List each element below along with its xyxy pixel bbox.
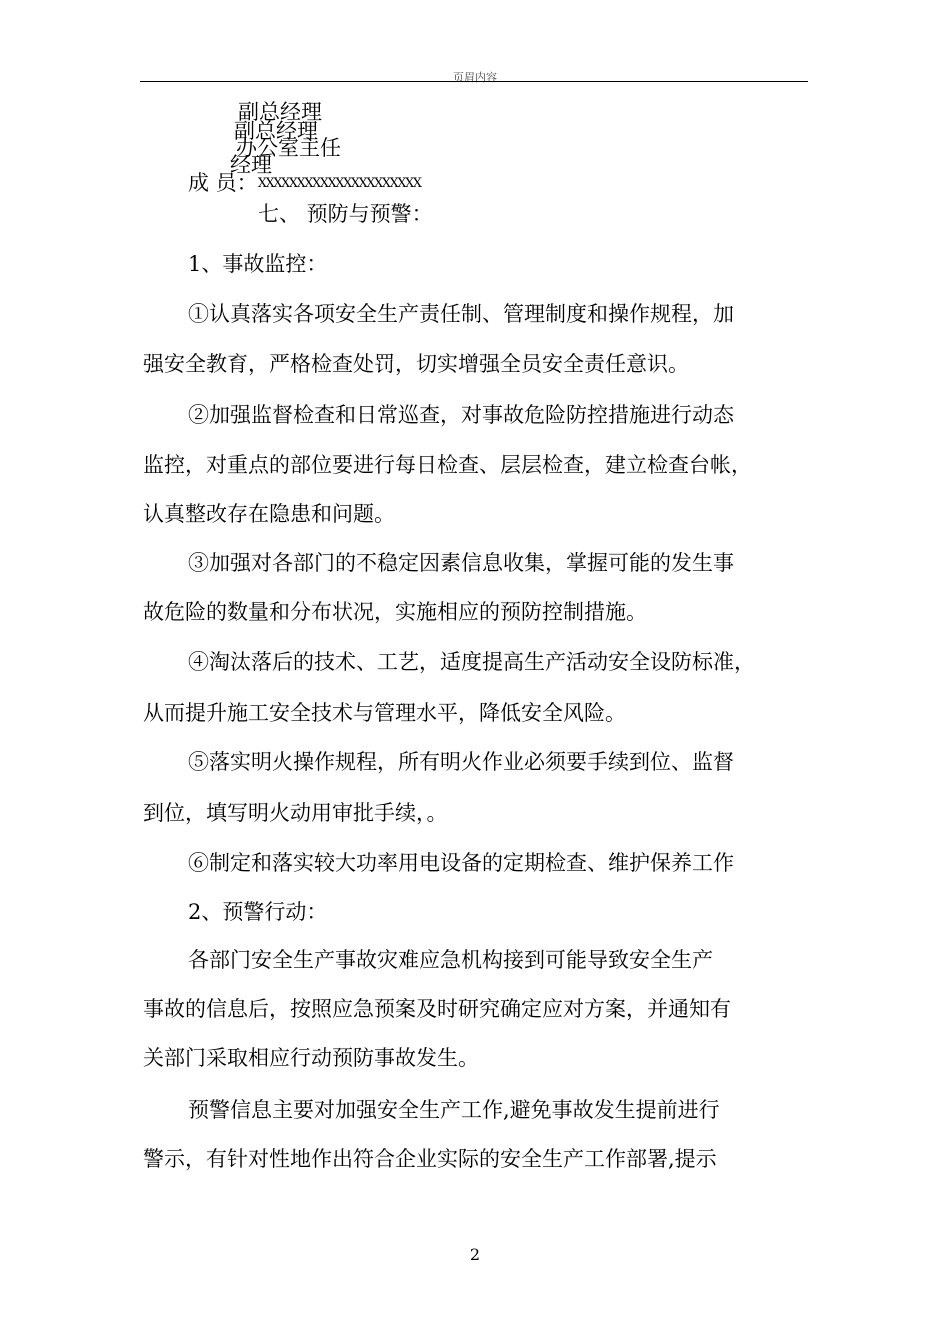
paragraph-line: ③加强对各部门的不稳定因素信息收集，掌握可能的发生事 (188, 551, 734, 575)
members-label: 成 员： (188, 171, 258, 195)
page-number: 2 (469, 1245, 481, 1264)
paragraph-line: 强安全教育，严格检查处罚，切实增强全员安全责任意识。 (143, 352, 689, 376)
page-header-text: 页眉内容 (453, 71, 497, 84)
section-heading: 七、 预防与预警： (258, 202, 433, 226)
paragraph-line: 关部门采取相应行动预防事故发生。 (143, 1046, 479, 1070)
paragraph-line: 事故的信息后，按照应急预案及时研究确定应对方案，并通知有 (143, 997, 731, 1021)
members-value: XXXXXXXXXXXXXXXXXXXXX (257, 176, 421, 191)
roster-line-1: 副总经理 (238, 100, 322, 124)
paragraph-line: 警示，有针对性地作出符合企业实际的安全生产工作部署,提示 (143, 1147, 717, 1171)
paragraph-line: ④淘汰落后的技术、工艺，适度提高生产活动安全设防标准， (188, 650, 755, 674)
paragraph-line: 各部门安全生产事故灾难应急机构接到可能导致安全生产 (188, 948, 713, 972)
roster-line-3: 办公室主任 (236, 136, 341, 160)
paragraph-line: ⑥制定和落实较大功率用电设备的定期检查、维护保养工作 (188, 851, 734, 875)
members-row (188, 172, 421, 195)
subheading-monitoring: 1、事故监控： (188, 252, 328, 276)
paragraph-line: 认真整改存在隐患和问题。 (143, 502, 395, 526)
paragraph-line: 预警信息主要对加强安全生产工作,避免事故发生提前进行 (188, 1098, 720, 1122)
roster-line-2: 副总经理 (234, 119, 318, 143)
paragraph-line: 故危险的数量和分布状况，实施相应的预防控制措施。 (143, 600, 647, 624)
paragraph-line: 监控，对重点的部位要进行每日检查、层层检查，建立检查台帐， (143, 453, 752, 477)
paragraph-line: ⑤落实明火操作规程，所有明火作业必须要手续到位、监督 (188, 750, 734, 774)
paragraph-line: ①认真落实各项安全生产责任制、管理制度和操作规程，加 (188, 302, 734, 326)
paragraph-line: ②加强监督检查和日常巡查，对事故危险防控措施进行动态 (188, 403, 734, 427)
subheading-warning: 2、预警行动： (188, 900, 328, 924)
paragraph-line: 从而提升施工安全技术与管理水平，降低安全风险。 (143, 701, 626, 725)
paragraph-line: 到位，填写明火动用审批手续，。 (143, 801, 448, 825)
roster-line-4: 经理 (230, 153, 272, 177)
header-rule (140, 81, 808, 82)
